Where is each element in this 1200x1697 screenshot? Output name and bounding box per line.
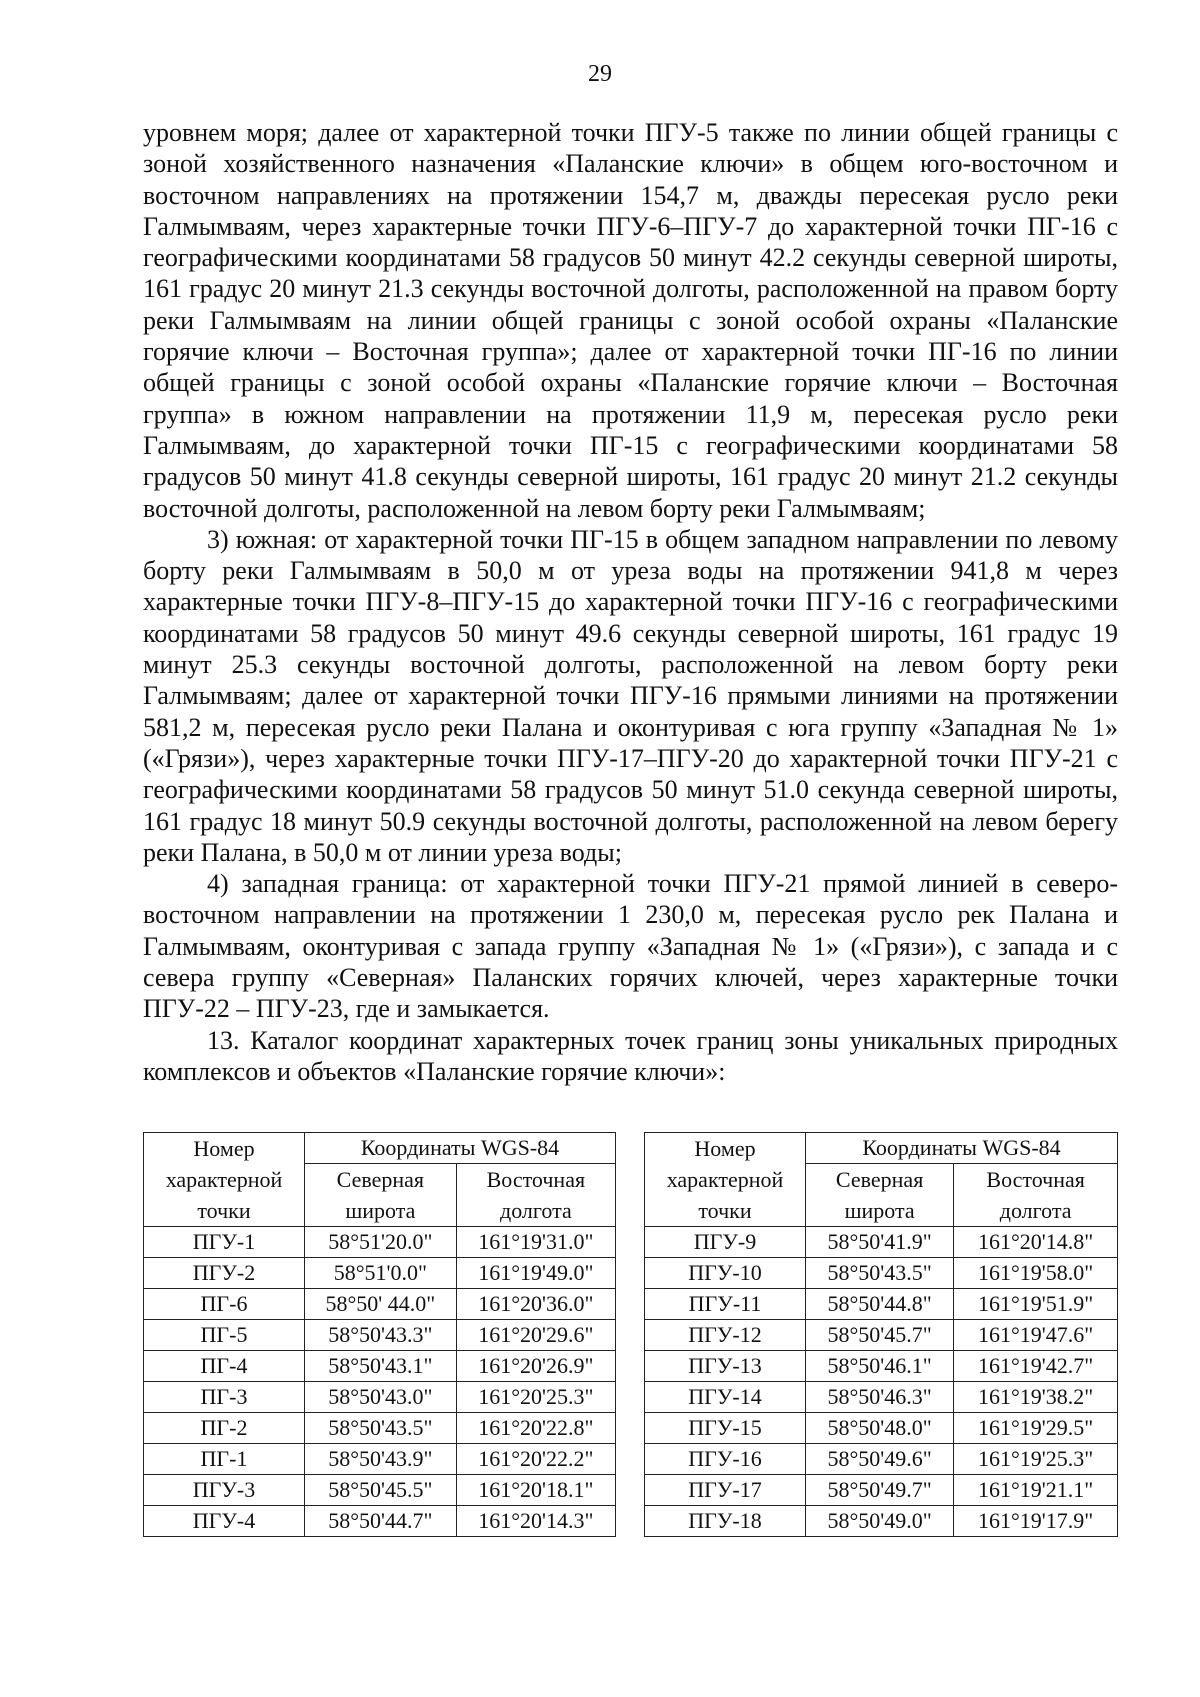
cell-point-number: ПГУ-1 xyxy=(144,1227,305,1258)
table-left-body xyxy=(144,1227,616,1537)
cell-latitude: 58°50'45.7" xyxy=(806,1320,954,1351)
cell-longitude: 161°19'47.6" xyxy=(954,1320,1118,1351)
table-row xyxy=(645,1475,1118,1506)
cell-longitude: 161°20'14.3" xyxy=(456,1506,615,1537)
cell-longitude: 161°19'58.0" xyxy=(954,1258,1118,1289)
table-row xyxy=(645,1506,1118,1537)
table-row xyxy=(144,1351,616,1382)
table-row xyxy=(645,1320,1118,1351)
paragraph-south-boundary: 3) южная: от характерной точки ПГ-15 в общем западном направлении по левому борту реки Галмымваям в 50,0 м от уреза воды на протяжении 941,8 м через характерные точки ПГУ-8–ПГУ-15 до характерной точки ПГУ-16 с географическими координатами 58 градусов 50 минут 49.6 секунды северной широты, 161 градус 19 минут 25.3 секунды восточной долготы, расположенной на левом борту реки Галмымваям; далее от характерной точки ПГУ-16 прямыми линиями на протяжении 581,2 м, пересекая русло реки Палана и оконтуривая с юга группу «Западная № 1» («Грязи»), через характерные точки ПГУ-17–ПГУ-20 до характерной точки ПГУ-21 с географическими координатами 58 градусов 50 минут 51.0 секунда северной широты, 161 градус 18 минут 50.9 секунды восточной долготы, расположенной на левом берегу реки Палана, в 50,0 м от линии уреза воды; xyxy=(143,524,1118,867)
cell-latitude: 58°50'43.0" xyxy=(305,1382,457,1413)
cell-longitude: 161°19'29.5" xyxy=(954,1413,1118,1444)
cell-latitude: 58°50'46.1" xyxy=(806,1351,954,1382)
header-longitude-line: Восточная xyxy=(486,1167,586,1192)
document-body xyxy=(143,117,1118,1087)
table-row xyxy=(144,1506,616,1537)
cell-latitude: 58°51'0.0" xyxy=(305,1258,457,1289)
cell-longitude: 161°20'22.8" xyxy=(456,1413,615,1444)
cell-point-number: ПГУ-14 xyxy=(645,1382,806,1413)
cell-longitude: 161°20'22.2" xyxy=(456,1444,615,1475)
table-row xyxy=(645,1413,1118,1444)
cell-point-number: ПГУ-2 xyxy=(144,1258,305,1289)
table-row xyxy=(645,1444,1118,1475)
cell-longitude: 161°20'14.8" xyxy=(954,1227,1118,1258)
cell-point-number: ПГУ-12 xyxy=(645,1320,806,1351)
table-row xyxy=(144,1382,616,1413)
cell-longitude: 161°20'26.9" xyxy=(456,1351,615,1382)
cell-point-number: ПГУ-16 xyxy=(645,1444,806,1475)
cell-point-number: ПГ-2 xyxy=(144,1413,305,1444)
cell-longitude: 161°19'49.0" xyxy=(456,1258,615,1289)
table-row xyxy=(144,1227,616,1258)
table-row xyxy=(645,1289,1118,1320)
cell-longitude: 161°19'51.9" xyxy=(954,1289,1118,1320)
cell-latitude: 58°50'46.3" xyxy=(806,1382,954,1413)
header-point-number-line: Номер xyxy=(694,1136,756,1161)
cell-point-number: ПГ-5 xyxy=(144,1320,305,1351)
cell-longitude: 161°20'36.0" xyxy=(456,1289,615,1320)
header-longitude xyxy=(954,1164,1118,1227)
cell-latitude: 58°50'43.5" xyxy=(305,1413,457,1444)
header-point-number-line: характерной xyxy=(666,1167,784,1192)
table-row xyxy=(144,1289,616,1320)
cell-point-number: ПГ-6 xyxy=(144,1289,305,1320)
header-point-number-line: точки xyxy=(197,1198,251,1223)
cell-latitude: 58°50'44.8" xyxy=(806,1289,954,1320)
cell-longitude: 161°20'29.6" xyxy=(456,1320,615,1351)
cell-latitude: 58°50'43.5" xyxy=(806,1258,954,1289)
table-row xyxy=(144,1320,616,1351)
header-longitude-line: долгота xyxy=(500,1198,572,1223)
coordinates-catalog xyxy=(143,1132,1118,1558)
header-latitude-line: широта xyxy=(345,1198,416,1223)
table-row xyxy=(144,1413,616,1444)
cell-longitude: 161°19'31.0" xyxy=(456,1227,615,1258)
header-longitude-line: Восточная xyxy=(986,1167,1085,1192)
paragraph-catalog-heading: 13. Каталог координат характерных точек границ зоны уникальных природных комплексов и объектов «Паланские горячие ключи»: xyxy=(143,1025,1118,1086)
cell-point-number: ПГ-1 xyxy=(144,1444,305,1475)
header-coords: Координаты WGS-84 xyxy=(305,1133,616,1164)
coordinates-table-right xyxy=(644,1132,1118,1537)
cell-longitude: 161°19'21.1" xyxy=(954,1475,1118,1506)
header-latitude xyxy=(806,1164,954,1227)
cell-point-number: ПГУ-15 xyxy=(645,1413,806,1444)
page-number: 29 xyxy=(588,61,612,87)
cell-point-number: ПГУ-13 xyxy=(645,1351,806,1382)
cell-latitude: 58°50'44.7" xyxy=(305,1506,457,1537)
cell-latitude: 58°50'48.0" xyxy=(806,1413,954,1444)
header-latitude xyxy=(305,1164,457,1227)
table-row xyxy=(144,1258,616,1289)
cell-point-number: ПГУ-10 xyxy=(645,1258,806,1289)
coordinates-table-left xyxy=(143,1132,616,1537)
cell-latitude: 58°50'43.1" xyxy=(305,1351,457,1382)
cell-point-number: ПГУ-17 xyxy=(645,1475,806,1506)
header-point-number xyxy=(144,1133,305,1227)
cell-point-number: ПГУ-18 xyxy=(645,1506,806,1537)
cell-latitude: 58°50'49.6" xyxy=(806,1444,954,1475)
header-point-number-line: Номер xyxy=(193,1136,255,1161)
cell-longitude: 161°19'38.2" xyxy=(954,1382,1118,1413)
cell-latitude: 58°50' 44.0" xyxy=(305,1289,457,1320)
cell-longitude: 161°20'25.3" xyxy=(456,1382,615,1413)
cell-point-number: ПГ-3 xyxy=(144,1382,305,1413)
cell-latitude: 58°51'20.0" xyxy=(305,1227,457,1258)
cell-point-number: ПГУ-3 xyxy=(144,1475,305,1506)
table-row xyxy=(645,1351,1118,1382)
header-point-number xyxy=(645,1133,806,1227)
paragraph-west-boundary: 4) западная граница: от характерной точки ПГУ-21 прямой линией в северо-восточном направлении на протяжении 1 230,0 м, пересекая русло рек Палана и Галмымваям, оконтуривая с запада группу «Западная № 1» («Грязи»), с запада и с севера группу «Северная» Паланских горячих ключей, через характерные точки ПГУ-22 – ПГУ-23, где и замыкается. xyxy=(143,869,1118,1024)
cell-point-number: ПГУ-11 xyxy=(645,1289,806,1320)
header-point-number-line: точки xyxy=(698,1198,752,1223)
cell-longitude: 161°20'18.1" xyxy=(456,1475,615,1506)
cell-latitude: 58°50'45.5" xyxy=(305,1475,457,1506)
cell-latitude: 58°50'41.9" xyxy=(806,1227,954,1258)
table-row xyxy=(645,1382,1118,1413)
cell-latitude: 58°50'43.9" xyxy=(305,1444,457,1475)
cell-longitude: 161°19'42.7" xyxy=(954,1351,1118,1382)
table-row xyxy=(144,1444,616,1475)
header-point-number-line: характерной xyxy=(165,1167,283,1192)
header-latitude-line: Северная xyxy=(336,1167,425,1192)
header-coords: Координаты WGS-84 xyxy=(806,1133,1118,1164)
table-right-body xyxy=(645,1227,1118,1537)
header-longitude-line: долгота xyxy=(999,1198,1072,1223)
header-latitude-line: Северная xyxy=(835,1167,924,1192)
cell-point-number: ПГУ-4 xyxy=(144,1506,305,1537)
paragraph-east-boundary: уровнем моря; далее от характерной точки ПГУ-5 также по линии общей границы с зоной хозяйственного назначения «Паланские ключи» в общем юго-восточном и восточном направлениях на протяжении 154,7 м, дважды пересекая русло реки Галмымваям, через характерные точки ПГУ-6–ПГУ-7 до характерной точки ПГ-16 с географическими координатами 58 градусов 50 минут 42.2 секунды северной широты, 161 градус 20 минут 21.3 секунды восточной долготы, расположенной на правом борту реки Галмымваям на линии общей границы с зоной особой охраны «Паланские горячие ключи – Восточная группа»; далее от характерной точки ПГ-16 по линии общей границы с зоной особой охраны «Паланские горячие ключи – Восточная группа» в южном направлении на протяжении 11,9 м, пересекая русло реки Галмымваям, до характерной точки ПГ-15 с географическими координатами 58 градусов 50 минут 41.8 секунды северной широты, 161 градус 20 минут 21.2 секунды восточной долготы, расположенной на левом борту реки Галмымваям; xyxy=(143,118,1118,523)
cell-point-number: ПГ-4 xyxy=(144,1351,305,1382)
header-longitude xyxy=(456,1164,615,1227)
cell-point-number: ПГУ-9 xyxy=(645,1227,806,1258)
cell-latitude: 58°50'49.7" xyxy=(806,1475,954,1506)
cell-latitude: 58°50'49.0" xyxy=(806,1506,954,1537)
cell-longitude: 161°19'17.9" xyxy=(954,1506,1118,1537)
table-row xyxy=(144,1475,616,1506)
table-row xyxy=(645,1258,1118,1289)
cell-latitude: 58°50'43.3" xyxy=(305,1320,457,1351)
header-latitude-line: широта xyxy=(844,1198,915,1223)
table-row xyxy=(645,1227,1118,1258)
cell-longitude: 161°19'25.3" xyxy=(954,1444,1118,1475)
